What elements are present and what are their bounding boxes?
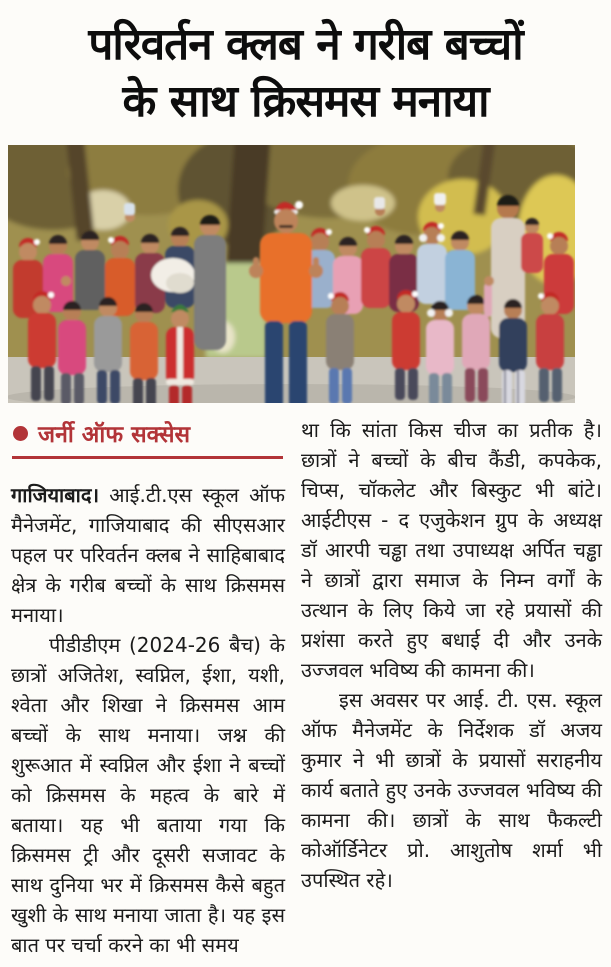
- section-label-text: जर्नी ऑफ सक्सेस: [38, 422, 191, 448]
- section-rule: [12, 456, 283, 459]
- dateline: गाजियाबाद।: [11, 483, 100, 507]
- christmas-group-photo: [8, 145, 575, 403]
- article-headline: [0, 0, 611, 130]
- red-bullet-icon: [13, 426, 28, 441]
- paragraph-3: था कि सांता किस चीज का प्रतीक है। छात्रों ने बच्चों के बीच कैंडी, कपकेक, चिप्स, चॉकलेट और बिस्कुट भी बांटे। आईटीएस - द एजुकेशन ग्रुप के अध्यक्ष डॉ आरपी चड्ढा तथा उपाध्यक्ष अर्पित चड्ढा ने छात्रों द्वारा समाज के निम्न वर्गों के उत्थान के लिए किये जा रहे प्रयासों की प्रशंसा करते हुए बधाई दी और उनके उज्जवल भविष्य की कामना की।: [301, 418, 602, 682]
- right-column: [301, 415, 602, 895]
- paragraph-2: पीडीडीएम (2024-26 बैच) के छात्रों अजितेश, स्वप्निल, ईशा, यशी, श्वेता और शिखा ने क्रिसमस आम बच्चों के साथ मनाया। जश्न की शुरूआत में स्वप्निल और ईशा ने बच्चों को क्रिसमस के महत्व के बारे में बताया। यह भी बताया गया कि क्रिसमस ट्री और दूसरी सजावट के साथ दुनिया भर में क्रिसमस कैसे बहुत खुशी के साथ मनाया जाता है। यह इस बात पर चर्चा करने का भी समय: [11, 633, 285, 957]
- paragraph-4: इस अवसर पर आई. टी. एस. स्कूल ऑफ मैनेजमेंट के निर्देशक डॉ अजय कुमार ने भी छात्रों के प्रयासों सराहनीय कार्य बताते हुए उनके उज्जवल भविष्य की कामना की। छात्रों के साथ फैकल्टी कोऑर्डिनेटर प्रो. आशुतोष शर्मा भी उपस्थित रहे।: [301, 688, 602, 892]
- section-label: [11, 415, 285, 456]
- paragraph-1-text: आई.टी.एस स्कूल ऑफ मैनेजमेंट, गाजियाबाद की सीएसआर पहल पर परिवर्तन क्लब ने साहिबाबाद क्षेत्र के गरीब बच्चों के साथ क्रिसमस मनाया।: [11, 483, 285, 627]
- headline-line-1: परिवर्तन क्लब ने गरीब बच्चों: [88, 19, 523, 70]
- article-photo: [8, 145, 575, 403]
- headline-line-2: के साथ क्रिसमस मनाया: [122, 76, 489, 127]
- article-body: [0, 403, 611, 960]
- left-column: [11, 415, 285, 960]
- paragraph-1: [11, 480, 285, 630]
